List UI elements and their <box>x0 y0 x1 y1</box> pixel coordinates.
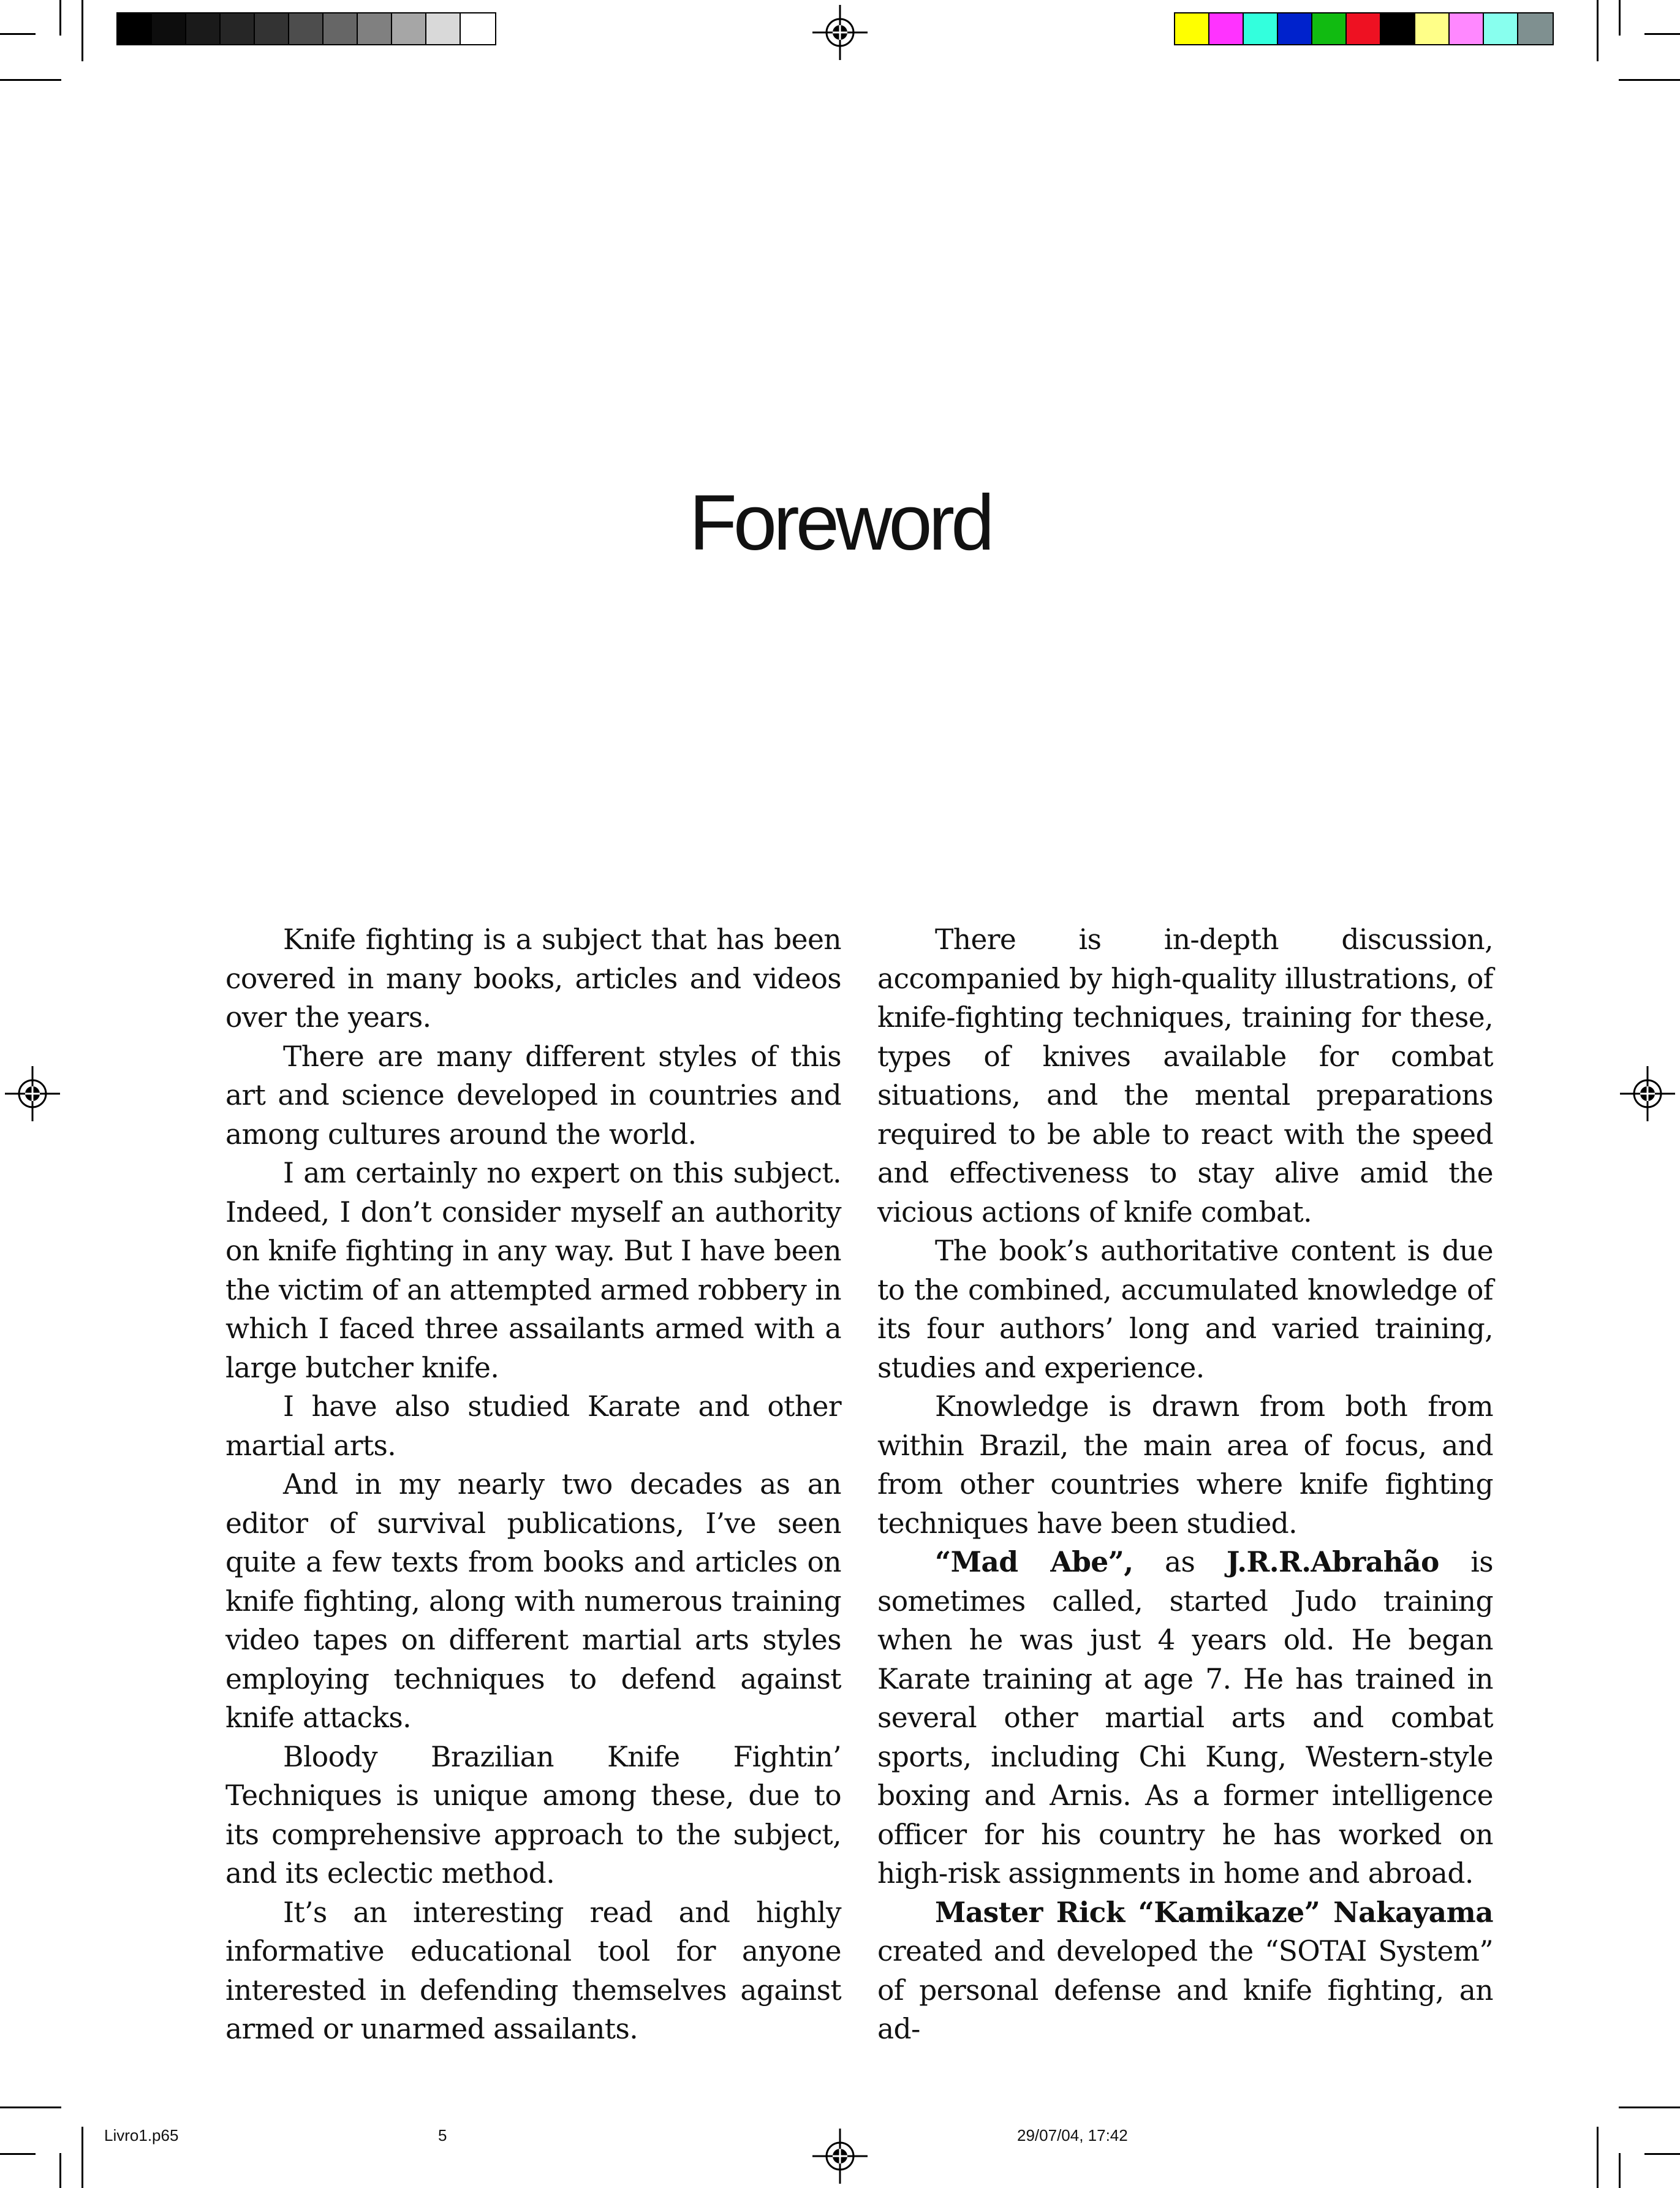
color-swatch <box>358 13 392 44</box>
color-swatch <box>324 13 358 44</box>
paragraph: There is in-depth discussion, accompanied by high-quality illustrations, of knife-fighting techniques, training for these, types of knives available for combat situations, and the mental preparations required to be able to react with the speed and effectiveness to stay alive amid the vicious actions of knife combat. <box>877 923 1493 1228</box>
crop-mark <box>0 2153 36 2155</box>
color-swatch <box>1312 13 1347 44</box>
registration-mark-icon <box>812 5 868 60</box>
bold-name: J.R.R.Abrahão <box>1226 1545 1439 1578</box>
registration-mark-icon <box>5 1066 60 1121</box>
crop-mark <box>1619 2107 1680 2108</box>
registration-mark-icon <box>1620 1066 1675 1121</box>
color-swatch <box>255 13 289 44</box>
color-swatch <box>289 13 324 44</box>
paragraph: I am certainly no expert on this subject. Indeed, I don’t consider myself an authority on knife fighting in any way. But I have been the victim of an attempted armed robbery in which I faced three assailants armed with a large butcher knife. <box>225 1157 841 1384</box>
color-swatch <box>186 13 221 44</box>
crop-mark <box>1597 0 1599 61</box>
color-swatch <box>1175 13 1209 44</box>
paragraph: I have also studied Karate and other martial arts. <box>225 1390 841 1462</box>
registration-mark-icon <box>812 2129 868 2184</box>
crop-mark <box>0 2107 61 2108</box>
crop-mark <box>1644 33 1680 35</box>
paragraph: Knife fighting is a subject that has been covered in many books, articles and videos over the years. <box>225 923 841 1034</box>
paragraph: Bloody Brazilian Knife Fightin’ Techniques is unique among these, due to its comprehensive approach to the subject, and its eclectic method. <box>225 1740 841 1890</box>
paragraph: And in my nearly two decades as an editor of survival publications, I’ve seen quite a few texts from books and articles on knife fighting, along with numerous training video tapes on different martial arts styles employing techniques to defend against knife attacks. <box>225 1468 841 1734</box>
bold-name: Master Rick “Kamikaze” Nakayama <box>935 1895 1493 1929</box>
crop-mark <box>59 2153 61 2188</box>
paragraph: The book’s authoritative content is due to the combined, accumulated knowledge of its four authors’ long and varied training, studies and experience. <box>877 1235 1493 1384</box>
color-swatch <box>426 13 461 44</box>
color-swatch <box>118 13 152 44</box>
slug-filename: Livro1.p65 <box>104 2126 179 2144</box>
color-swatch <box>1518 13 1553 44</box>
paragraph <box>877 1893 1493 2049</box>
crop-mark <box>0 33 36 35</box>
paragraph: There are many different styles of this art and science developed in countries and among cultures around the world. <box>225 1040 841 1151</box>
right-text-column <box>877 920 1493 2049</box>
text-span: as <box>1133 1546 1227 1578</box>
slug-page-number: 5 <box>438 2126 447 2144</box>
text-span: is sometimes called, started Judo training when he was just 4 years old. He began Karate training at age 7. He has trained in several other martial arts and combat sports, including Chi Kung, Western-style boxing and Arnis. As a former intelligence officer for his country he has worked on high-risk assignments in home and abroad. <box>877 1546 1493 1890</box>
color-swatch <box>1278 13 1312 44</box>
crop-mark <box>1619 2153 1621 2188</box>
crop-mark <box>81 2127 83 2188</box>
left-text-column <box>225 920 841 2049</box>
grayscale-calibration-bar <box>116 12 496 45</box>
slug-timestamp: 29/07/04, 17:42 <box>1017 2126 1128 2144</box>
page-title: Foreword <box>689 479 991 567</box>
paragraph <box>877 1543 1493 1893</box>
paragraph: It’s an interesting read and highly informative educational tool for anyone interested in defending themselves against armed or unarmed assailants. <box>225 1896 841 2045</box>
color-swatch <box>1381 13 1415 44</box>
color-swatch <box>1450 13 1484 44</box>
color-swatch <box>392 13 426 44</box>
bold-name: “Mad Abe”, <box>935 1545 1133 1578</box>
crop-mark <box>1597 2127 1599 2188</box>
paragraph: Knowledge is drawn from both from within Brazil, the main area of focus, and from other countries where knife fighting techniques have been studied. <box>877 1390 1493 1540</box>
crop-mark <box>59 0 61 36</box>
crop-mark <box>81 0 83 61</box>
color-swatch <box>1484 13 1518 44</box>
color-swatch <box>1209 13 1244 44</box>
crop-mark <box>1619 79 1680 81</box>
color-swatch <box>1347 13 1381 44</box>
crop-mark <box>0 79 61 81</box>
color-swatch <box>1415 13 1450 44</box>
color-swatch <box>152 13 186 44</box>
color-swatch <box>1244 13 1278 44</box>
text-span: created and developed the “SOTAI System” of personal defense and knife fighting, an ad- <box>877 1935 1493 2045</box>
color-calibration-bar <box>1174 12 1554 45</box>
color-swatch <box>461 13 495 44</box>
crop-mark <box>1644 2153 1680 2155</box>
crop-mark <box>1619 0 1621 36</box>
color-swatch <box>221 13 255 44</box>
